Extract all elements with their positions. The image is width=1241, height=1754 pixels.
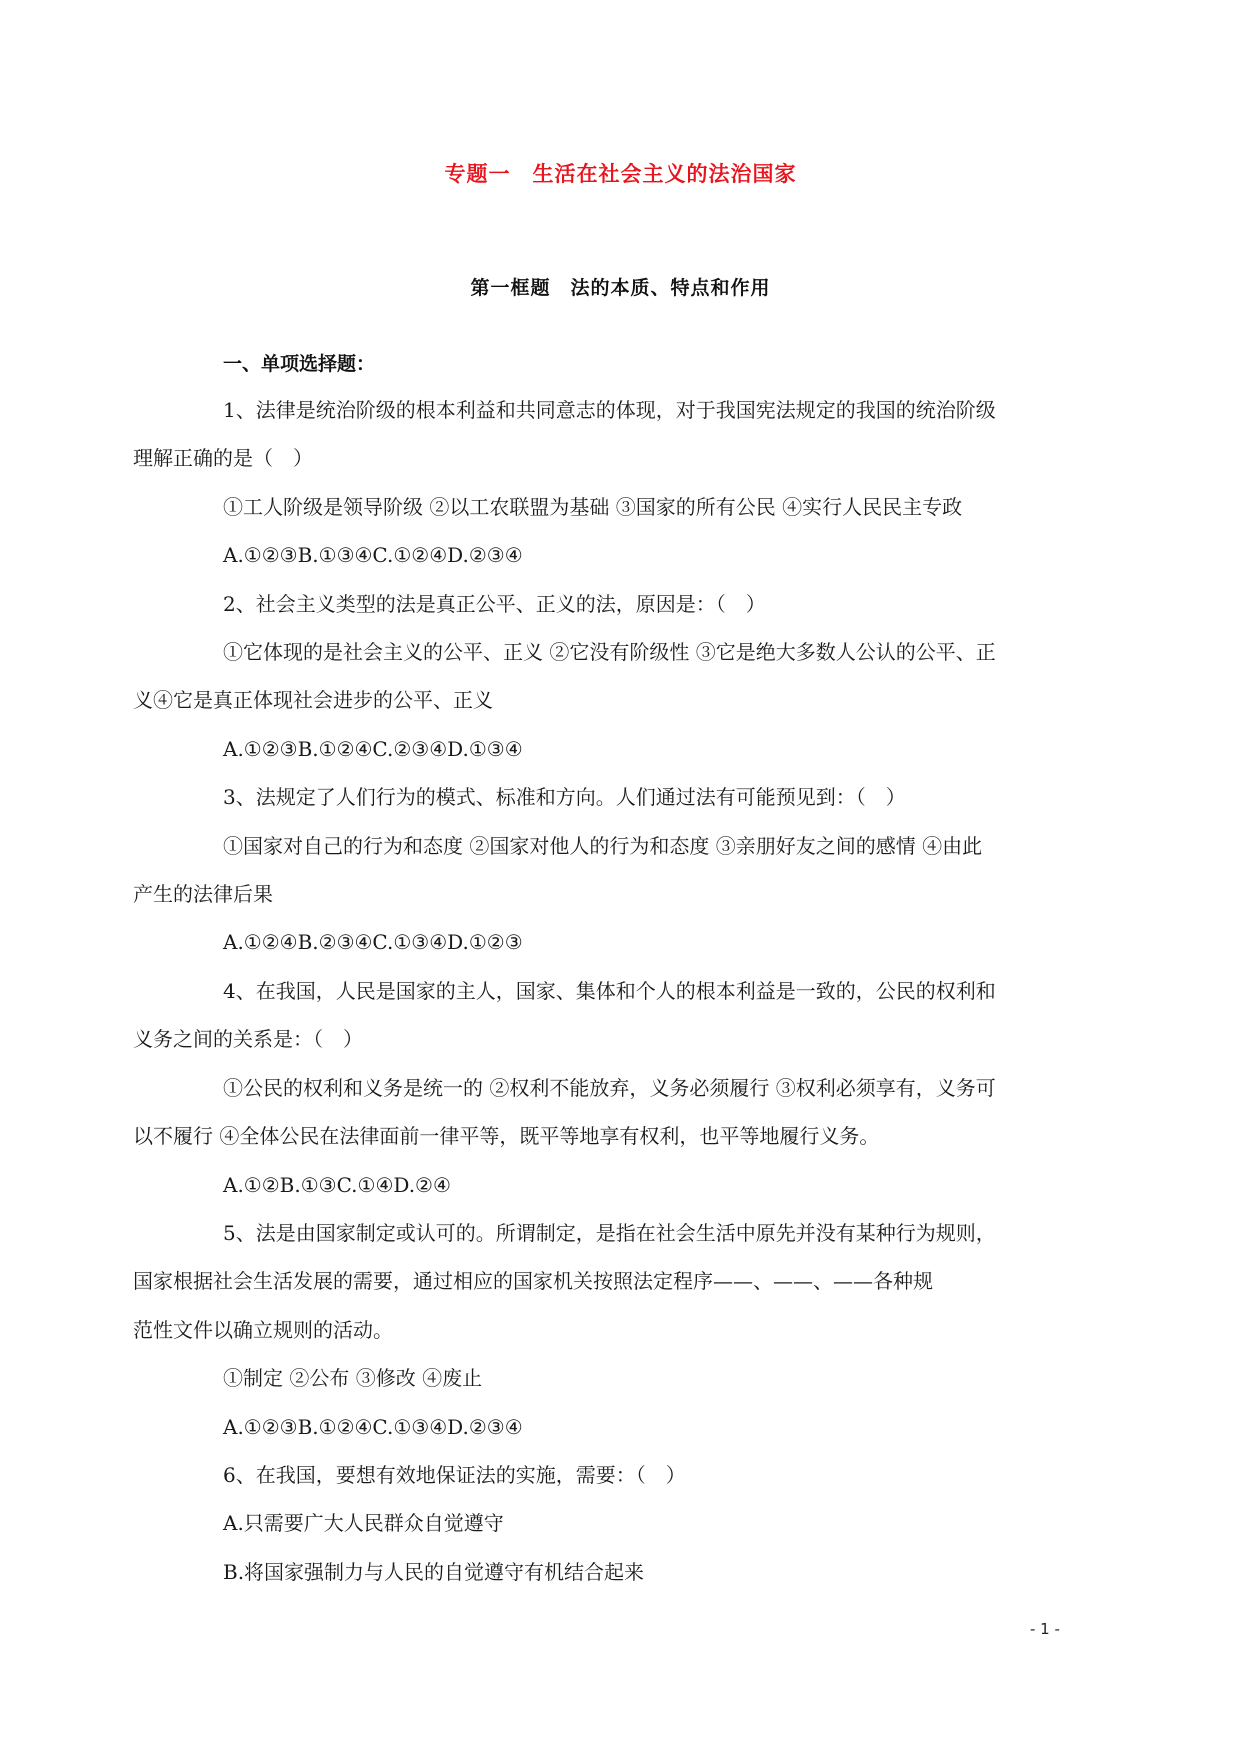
question-items: 产生的法律后果 [133,882,273,907]
question-stem: 6、在我国，要想有效地保证法的实施，需要：（ ） [223,1462,686,1487]
question-list [133,386,1064,1596]
question-stem: 范性文件以确立规则的活动。 [133,1317,393,1342]
question-items: ①公民的权利和义务是统一的 ②权利不能放弃，义务必须履行 ③权利必须享有，义务可 [223,1075,996,1100]
question-6 [178,1451,1064,1596]
question-options: A.①②③B.①③④C.①②④D.②③④ [223,543,523,568]
question-options: A.①②④B.②③④C.①③④D.①②③ [223,930,523,955]
question-stem: 1、法律是统治阶级的根本利益和共同意志的体现，对于我国宪法规定的我国的统治阶级 [223,398,996,422]
question-items: ①国家对自己的行为和态度 ②国家对他人的行为和态度 ③亲朋好友之间的感情 ④由此 [223,833,983,858]
page-number: - 1 - [1030,1620,1060,1638]
question-4 [133,967,1064,1209]
question-1 [133,386,1064,580]
question-stem: 义务之间的关系是：（ ） [133,1027,363,1052]
section-heading: 一、单项选择题： [223,353,376,375]
question-option-b: B.将国家强制力与人民的自觉遵守有机结合起来 [223,1559,645,1584]
question-options: A.①②③B.①②④C.②③④D.①③④ [223,736,523,761]
question-items: ①制定 ②公布 ③修改 ④废止 [223,1366,483,1391]
question-stem: 5、法是由国家制定或认可的。所谓制定，是指在社会生活中原先并没有某种行为规则， [223,1220,996,1245]
document-title: 专题一 生活在社会主义的法治国家 [444,162,797,186]
document-subtitle: 第一框题 法的本质、特点和作用 [470,277,771,299]
question-items: ①工人阶级是领导阶级 ②以工农联盟为基础 ③国家的所有公民 ④实行人民民主专政 [223,494,963,519]
question-2 [133,580,1064,774]
question-items: ①它体现的是社会主义的公平、正义 ②它没有阶级性 ③它是绝大多数人公认的公平、正 [223,640,996,665]
question-options: A.①②③B.①②④C.①③④D.②③④ [223,1414,523,1439]
question-stem: 理解正确的是（ ） [133,446,313,471]
question-option-a: A.只需要广大人民群众自觉遵守 [223,1511,504,1536]
question-options: A.①②B.①③C.①④D.②④ [223,1172,451,1197]
question-stem: 国家根据社会生活发展的需要，通过相应的国家机关按照法定程序——、——、——各种规 [133,1269,933,1294]
question-items: 义④它是真正体现社会进步的公平、正义 [133,688,493,713]
question-5 [133,1209,1064,1451]
question-stem: 3、法规定了人们行为的模式、标准和方向。人们通过法有可能预见到：（ ） [223,785,906,810]
question-stem: 2、社会主义类型的法是真正公平、正义的法，原因是：（ ） [223,591,766,616]
question-3 [133,773,1064,967]
question-stem: 4、在我国，人民是国家的主人，国家、集体和个人的根本利益是一致的，公民的权利和 [223,978,996,1003]
question-items: 以不履行 ④全体公民在法律面前一律平等，既平等地享有权利，也平等地履行义务。 [133,1124,880,1149]
